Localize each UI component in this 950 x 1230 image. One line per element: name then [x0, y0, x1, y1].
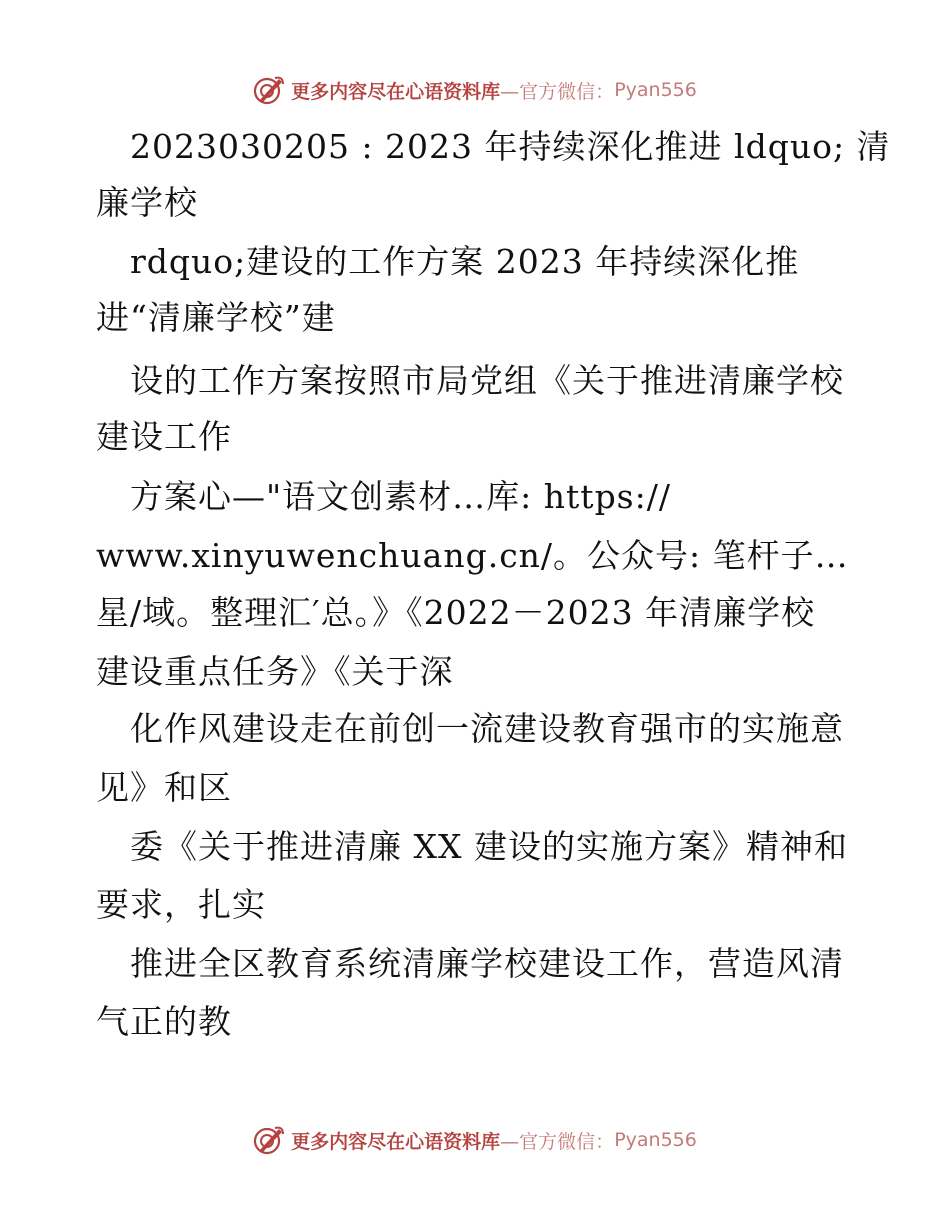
header-lead-text: 更多内容尽在心语资料库: [291, 80, 501, 103]
header-wechat-id: Pyan556: [614, 79, 697, 101]
body-line-4: 进“清廉学校”建: [96, 298, 336, 337]
body-line-14: 要求，扎实: [96, 885, 266, 924]
footer-banner: [0, 1120, 950, 1160]
footer-wechat-label: —官方微信：: [500, 1130, 615, 1153]
body-line-11: 化作风建设走在前创一流建设教育强市的实施意: [96, 709, 844, 748]
body-line-3: rdquo;建设的工作方案 2023 年持续深化推: [96, 242, 800, 281]
body-line-15: 推进全区教育系统清廉学校建设工作，营造风清: [96, 944, 844, 983]
body-line-12: 见》和区: [96, 768, 232, 807]
body-line-1: 2023030205 : 2023 年持续深化推进 ldquo; 清: [96, 127, 891, 166]
footer-lead-text: 更多内容尽在心语资料库: [291, 1130, 501, 1153]
body-line-8: www.xinyuwenchuang.cn/。公众号: 笔杆子…: [96, 536, 849, 575]
body-line-13: 委《关于推进清廉 XX 建设的实施方案》精神和: [96, 827, 848, 866]
body-line-9: 星/域。整理汇′总。》《2022－2023 年清廉学校: [96, 593, 816, 632]
quill-logo-icon: [253, 1124, 285, 1156]
body-line-6: 建设工作: [96, 417, 232, 456]
footer-wechat-id: Pyan556: [614, 1129, 697, 1151]
body-line-16: 气正的教: [96, 1002, 232, 1041]
body-line-5: 设的工作方案按照市局党组《关于推进清廉学校: [96, 361, 844, 400]
header-banner: [0, 70, 950, 110]
body-line-10: 建设重点任务》《关于深: [96, 652, 454, 691]
body-line-2: 廉学校: [96, 183, 198, 222]
quill-logo-icon: [253, 74, 285, 106]
header-wechat-label: —官方微信：: [500, 80, 615, 103]
body-line-7: 方案心—"语文创素材…库: https://: [96, 477, 671, 516]
